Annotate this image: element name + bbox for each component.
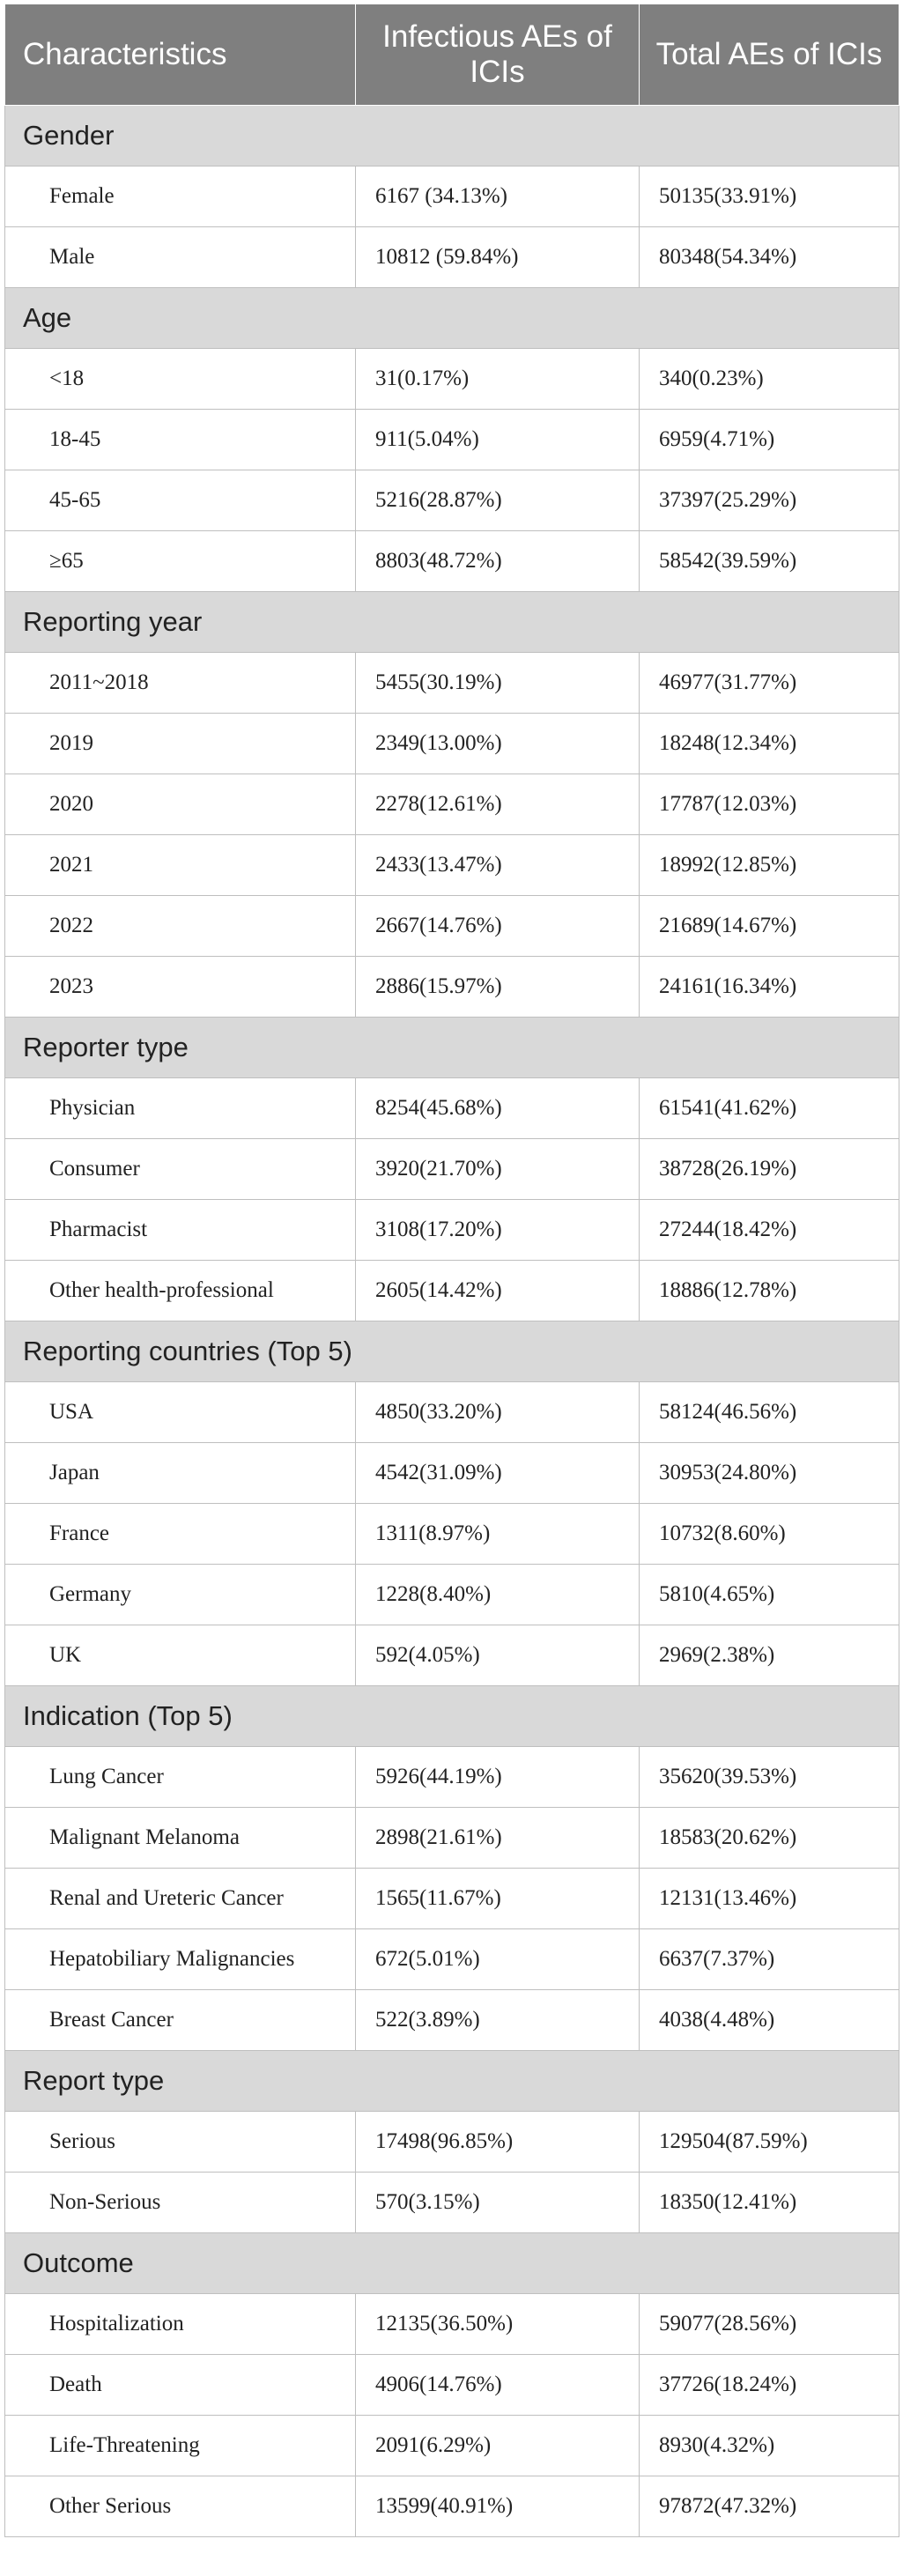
table-row: [5, 1443, 899, 1504]
row-label: Renal and Ureteric Cancer: [5, 1869, 356, 1929]
infectious-aes-cell: 5455(30.19%): [356, 653, 640, 714]
row-label: Germany: [5, 1565, 356, 1625]
infectious-aes-cell: 8254(45.68%): [356, 1078, 640, 1139]
total-aes-cell: 97872(47.32%): [640, 2476, 899, 2537]
section-title: Reporting year: [5, 592, 899, 653]
row-label: 2022: [5, 896, 356, 957]
total-aes-cell: 6959(4.71%): [640, 410, 899, 470]
infectious-aes-cell: 1311(8.97%): [356, 1504, 640, 1565]
row-label: Male: [5, 227, 356, 288]
total-aes-cell: 18583(20.62%): [640, 1808, 899, 1869]
total-aes-cell: 35620(39.53%): [640, 1747, 899, 1808]
row-label: Japan: [5, 1443, 356, 1504]
total-aes-cell: 2969(2.38%): [640, 1625, 899, 1686]
infectious-aes-cell: 2091(6.29%): [356, 2416, 640, 2476]
total-aes-cell: 18248(12.34%): [640, 714, 899, 774]
total-aes-cell: 58124(46.56%): [640, 1382, 899, 1443]
row-label: Other health-professional: [5, 1261, 356, 1321]
total-aes-cell: 80348(54.34%): [640, 227, 899, 288]
row-label: Malignant Melanoma: [5, 1808, 356, 1869]
infectious-aes-cell: 3920(21.70%): [356, 1139, 640, 1200]
infectious-aes-cell: 2886(15.97%): [356, 957, 640, 1018]
row-label: Breast Cancer: [5, 1990, 356, 2051]
infectious-aes-cell: 4850(33.20%): [356, 1382, 640, 1443]
section-row: [5, 2233, 899, 2294]
row-label: ≥65: [5, 531, 356, 592]
table-row: [5, 957, 899, 1018]
table-row: [5, 1929, 899, 1990]
infectious-aes-cell: 570(3.15%): [356, 2173, 640, 2233]
total-aes-cell: 6637(7.37%): [640, 1929, 899, 1990]
total-aes-cell: 30953(24.80%): [640, 1443, 899, 1504]
infectious-aes-cell: 2898(21.61%): [356, 1808, 640, 1869]
infectious-aes-cell: 3108(17.20%): [356, 1200, 640, 1261]
row-label: <18: [5, 349, 356, 410]
total-aes-cell: 38728(26.19%): [640, 1139, 899, 1200]
infectious-aes-cell: 4906(14.76%): [356, 2355, 640, 2416]
table-row: [5, 1808, 899, 1869]
row-label: UK: [5, 1625, 356, 1686]
row-label: Physician: [5, 1078, 356, 1139]
table-row: [5, 1565, 899, 1625]
row-label: Non-Serious: [5, 2173, 356, 2233]
table-row: [5, 167, 899, 227]
row-label: 2021: [5, 835, 356, 896]
section-title: Indication (Top 5): [5, 1686, 899, 1747]
total-aes-cell: 8930(4.32%): [640, 2416, 899, 2476]
table-row: [5, 1261, 899, 1321]
infectious-aes-cell: 1565(11.67%): [356, 1869, 640, 1929]
table-row: [5, 2112, 899, 2173]
table-row: [5, 1200, 899, 1261]
row-label: 18-45: [5, 410, 356, 470]
section-row: [5, 1686, 899, 1747]
row-label: Life-Threatening: [5, 2416, 356, 2476]
total-aes-cell: 37726(18.24%): [640, 2355, 899, 2416]
header-characteristics: Characteristics: [5, 4, 356, 106]
table-row: [5, 835, 899, 896]
row-label: Death: [5, 2355, 356, 2416]
total-aes-cell: 18992(12.85%): [640, 835, 899, 896]
total-aes-cell: 18350(12.41%): [640, 2173, 899, 2233]
table-header: [5, 4, 899, 106]
table-row: [5, 349, 899, 410]
row-label: 2011~2018: [5, 653, 356, 714]
row-label: Other Serious: [5, 2476, 356, 2537]
table-row: [5, 1869, 899, 1929]
infectious-aes-cell: 1228(8.40%): [356, 1565, 640, 1625]
row-label: 45-65: [5, 470, 356, 531]
total-aes-cell: 58542(39.59%): [640, 531, 899, 592]
table-body: [5, 106, 899, 2537]
table-row: [5, 2173, 899, 2233]
total-aes-cell: 59077(28.56%): [640, 2294, 899, 2355]
section-row: [5, 1018, 899, 1078]
row-label: Serious: [5, 2112, 356, 2173]
section-title: Report type: [5, 2051, 899, 2112]
row-label: Hepatobiliary Malignancies: [5, 1929, 356, 1990]
table-row: [5, 2476, 899, 2537]
infectious-aes-cell: 6167 (34.13%): [356, 167, 640, 227]
total-aes-cell: 340(0.23%): [640, 349, 899, 410]
infectious-aes-cell: 13599(40.91%): [356, 2476, 640, 2537]
infectious-aes-cell: 592(4.05%): [356, 1625, 640, 1686]
total-aes-cell: 17787(12.03%): [640, 774, 899, 835]
infectious-aes-cell: 4542(31.09%): [356, 1443, 640, 1504]
infectious-aes-cell: 10812 (59.84%): [356, 227, 640, 288]
table-row: [5, 531, 899, 592]
infectious-aes-cell: 31(0.17%): [356, 349, 640, 410]
row-label: USA: [5, 1382, 356, 1443]
total-aes-cell: 24161(16.34%): [640, 957, 899, 1018]
characteristics-table: [4, 4, 899, 2537]
table-row: [5, 1625, 899, 1686]
table-row: [5, 1504, 899, 1565]
section-title: Reporter type: [5, 1018, 899, 1078]
header-row: [5, 4, 899, 106]
row-label: Hospitalization: [5, 2294, 356, 2355]
total-aes-cell: 46977(31.77%): [640, 653, 899, 714]
table-row: [5, 653, 899, 714]
section-title: Reporting countries (Top 5): [5, 1321, 899, 1382]
infectious-aes-cell: 2433(13.47%): [356, 835, 640, 896]
total-aes-cell: 4038(4.48%): [640, 1990, 899, 2051]
table-row: [5, 2416, 899, 2476]
total-aes-cell: 27244(18.42%): [640, 1200, 899, 1261]
total-aes-cell: 61541(41.62%): [640, 1078, 899, 1139]
row-label: 2020: [5, 774, 356, 835]
table-row: [5, 1990, 899, 2051]
infectious-aes-cell: 12135(36.50%): [356, 2294, 640, 2355]
table-row: [5, 227, 899, 288]
table-row: [5, 1139, 899, 1200]
infectious-aes-cell: 8803(48.72%): [356, 531, 640, 592]
infectious-aes-cell: 672(5.01%): [356, 1929, 640, 1990]
infectious-aes-cell: 17498(96.85%): [356, 2112, 640, 2173]
section-row: [5, 106, 899, 167]
header-total-aes: Total AEs of ICIs: [640, 4, 899, 106]
infectious-aes-cell: 5926(44.19%): [356, 1747, 640, 1808]
table-row: [5, 774, 899, 835]
total-aes-cell: 21689(14.67%): [640, 896, 899, 957]
row-label: Female: [5, 167, 356, 227]
total-aes-cell: 12131(13.46%): [640, 1869, 899, 1929]
section-title: Gender: [5, 106, 899, 167]
section-row: [5, 288, 899, 349]
total-aes-cell: 129504(87.59%): [640, 2112, 899, 2173]
infectious-aes-cell: 911(5.04%): [356, 410, 640, 470]
section-row: [5, 1321, 899, 1382]
infectious-aes-cell: 2605(14.42%): [356, 1261, 640, 1321]
row-label: 2019: [5, 714, 356, 774]
row-label: France: [5, 1504, 356, 1565]
table-row: [5, 1078, 899, 1139]
table-row: [5, 896, 899, 957]
table-row: [5, 1382, 899, 1443]
section-title: Outcome: [5, 2233, 899, 2294]
section-title: Age: [5, 288, 899, 349]
row-label: Consumer: [5, 1139, 356, 1200]
row-label: Pharmacist: [5, 1200, 356, 1261]
table-row: [5, 714, 899, 774]
header-infectious-aes: Infectious AEs of ICIs: [356, 4, 640, 106]
table-row: [5, 470, 899, 531]
table-row: [5, 1747, 899, 1808]
section-row: [5, 2051, 899, 2112]
table-row: [5, 2294, 899, 2355]
row-label: Lung Cancer: [5, 1747, 356, 1808]
total-aes-cell: 5810(4.65%): [640, 1565, 899, 1625]
table-row: [5, 2355, 899, 2416]
section-row: [5, 592, 899, 653]
infectious-aes-cell: 5216(28.87%): [356, 470, 640, 531]
infectious-aes-cell: 2349(13.00%): [356, 714, 640, 774]
total-aes-cell: 18886(12.78%): [640, 1261, 899, 1321]
infectious-aes-cell: 2278(12.61%): [356, 774, 640, 835]
infectious-aes-cell: 2667(14.76%): [356, 896, 640, 957]
row-label: 2023: [5, 957, 356, 1018]
total-aes-cell: 37397(25.29%): [640, 470, 899, 531]
total-aes-cell: 10732(8.60%): [640, 1504, 899, 1565]
table-row: [5, 410, 899, 470]
total-aes-cell: 50135(33.91%): [640, 167, 899, 227]
infectious-aes-cell: 522(3.89%): [356, 1990, 640, 2051]
